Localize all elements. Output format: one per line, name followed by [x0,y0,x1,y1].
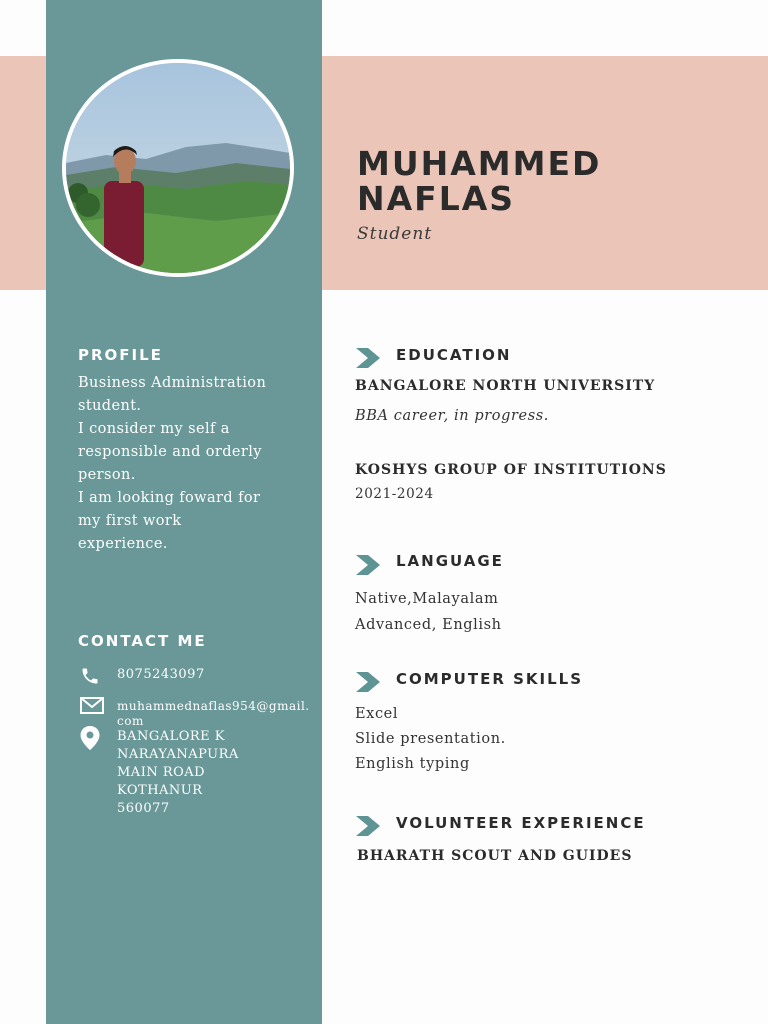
address-line: MAIN ROAD [117,765,206,780]
language-item: Advanced, English [355,617,502,633]
computer-skills-list [355,702,506,777]
profile-photo-image [66,63,290,273]
job-title: Student [357,224,433,244]
profile-line: my first work [78,513,182,529]
address-line: KOTHANUR 560077 [117,783,203,816]
last-name: NAFLAS [357,179,516,218]
profile-line: experience. [78,536,168,552]
contact-heading: CONTACT ME [78,632,207,650]
language-item: Native,Malayalam [355,591,499,607]
computer-skills-chevron-icon [356,672,382,692]
profile-line: responsible and orderly [78,444,262,460]
email-address[interactable]: muhammednaflas954@gmail.com [117,699,310,728]
volunteer-heading: VOLUNTEER EXPERIENCE [396,814,646,832]
profile-line: Business Administration [78,375,267,391]
phone-icon [80,666,100,686]
skill-item: Excel [355,706,399,722]
profile-line: person. [78,467,136,483]
language-heading: LANGUAGE [396,552,504,570]
address-line: NARAYANAPURA [117,747,239,762]
skill-item: Slide presentation. [355,731,506,747]
profile-line: I consider my self a [78,421,230,437]
profile-line: I am looking foward for [78,490,261,506]
location-pin-icon [80,726,100,750]
education-detail: BBA career, in progress. [355,408,550,424]
candidate-name [357,146,601,216]
first-name: MUHAMMED [357,144,602,183]
computer-skills-heading: COMPUTER SKILLS [396,670,584,688]
profile-photo [62,59,294,277]
education-institution: KOSHYS GROUP OF INSTITUTIONS [355,462,667,478]
profile-line: student. [78,398,142,414]
education-detail: 2021-2024 [355,486,434,502]
language-chevron-icon [356,555,382,575]
volunteer-organization: BHARATH SCOUT AND GUIDES [357,848,633,864]
profile-heading: PROFILE [78,346,163,364]
envelope-icon [80,697,104,714]
education-chevron-icon [356,348,382,368]
address [117,728,239,818]
phone-number: 8075243097 [117,667,205,682]
address-line: BANGALORE K [117,729,226,744]
skill-item: English typing [355,756,470,772]
volunteer-chevron-icon [356,816,382,836]
education-heading: EDUCATION [396,346,512,364]
education-institution: BANGALORE NORTH UNIVERSITY [355,378,656,394]
language-list [355,586,502,638]
profile-summary [78,372,283,556]
